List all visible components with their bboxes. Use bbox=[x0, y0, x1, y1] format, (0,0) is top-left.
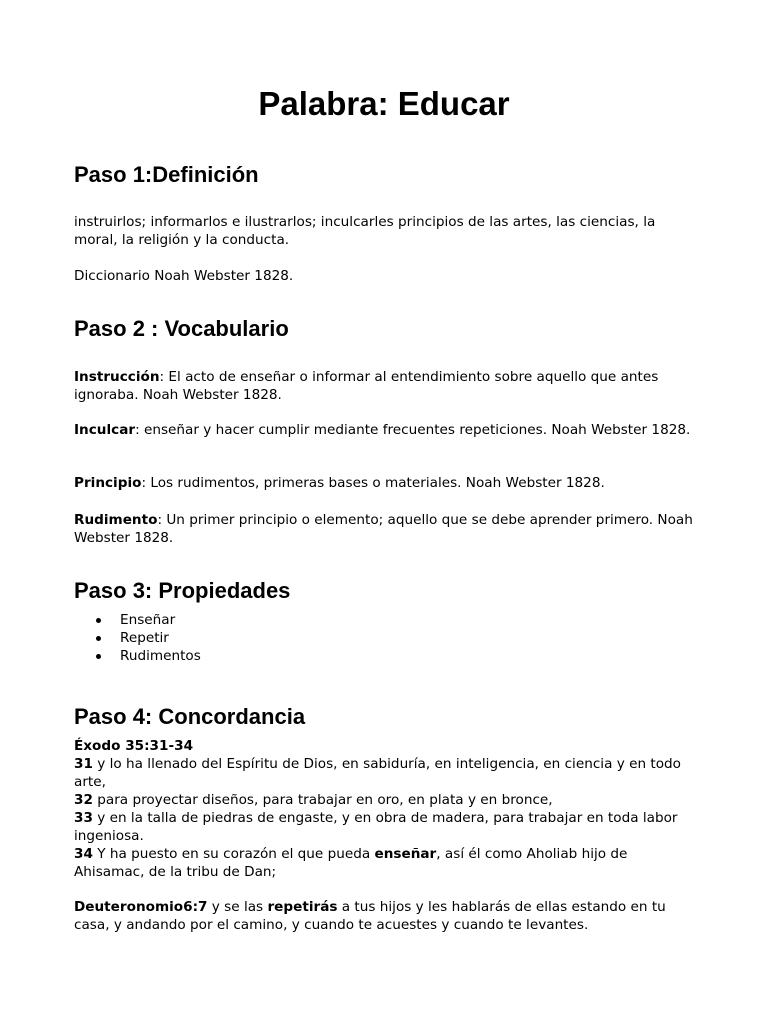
vocab-text: : Un primer principio o elemento; aquello que se debe aprender primero. Noah Webster 1828. bbox=[74, 512, 693, 546]
verse-text: , así él como Aholiab hijo de Ahisamac, de la tribu de Dan; bbox=[74, 846, 628, 880]
scripture-reference: Éxodo 35:31-34 bbox=[74, 738, 194, 754]
concordance-deuteronomio bbox=[74, 898, 699, 934]
verse-emphasis: enseñar bbox=[374, 846, 437, 862]
verse bbox=[74, 809, 699, 845]
vocab-text: : El acto de enseñar o informar al entendimiento sobre aquello que antes ignoraba. Noah Webster 1828. bbox=[74, 369, 659, 403]
verse-text: y en la talla de piedras de engaste, y en obra de madera, para trabajar en toda labor ingeniosa. bbox=[74, 810, 678, 844]
verse-text: Y ha puesto en su corazón el que pueda bbox=[92, 846, 375, 862]
list-item-label: Repetir bbox=[120, 630, 169, 646]
properties-list bbox=[74, 611, 201, 665]
bullet-icon bbox=[96, 654, 101, 659]
verse-number: 32 bbox=[74, 792, 93, 808]
vocab-entry-rudimento bbox=[74, 511, 699, 547]
list-item bbox=[74, 629, 201, 647]
list-item bbox=[74, 647, 201, 665]
paso2-heading: Paso 2 : Vocabulario bbox=[74, 316, 289, 341]
paso3-heading: Paso 3: Propiedades bbox=[74, 578, 291, 603]
list-item-label: Enseñar bbox=[120, 612, 176, 628]
vocab-text: : enseñar y hacer cumplir mediante frecuentes repeticiones. Noah Webster 1828. bbox=[135, 422, 691, 438]
paso4-heading: Paso 4: Concordancia bbox=[74, 704, 306, 729]
vocab-entry-inculcar bbox=[74, 421, 699, 439]
vocab-term: Instrucción bbox=[74, 369, 160, 385]
vocab-term: Inculcar bbox=[74, 422, 136, 438]
vocab-entry-instruccion bbox=[74, 368, 699, 404]
vocab-text: : Los rudimentos, primeras bases o materiales. Noah Webster 1828. bbox=[141, 475, 605, 491]
paso1-heading: Paso 1:Definición bbox=[74, 162, 259, 187]
vocab-entry-principio bbox=[74, 474, 699, 492]
verse-number: 34 bbox=[74, 846, 93, 862]
verse bbox=[74, 791, 699, 809]
verse-text: para proyectar diseños, para trabajar en oro, en plata y en bronce, bbox=[92, 792, 553, 808]
verse-text: a tus hijos y les hablarás de ellas estando en tu casa, y andando por el camino, y cuando te acuestes y cuando te levantes. bbox=[74, 899, 666, 933]
vocab-term: Rudimento bbox=[74, 512, 158, 528]
list-item-label: Rudimentos bbox=[120, 648, 201, 664]
verse-number: 31 bbox=[74, 756, 93, 772]
paso1-source: Diccionario Noah Webster 1828. bbox=[74, 268, 294, 284]
verse-text: y se las bbox=[207, 899, 268, 915]
scripture-reference: Deuteronomio6:7 bbox=[74, 899, 208, 915]
verse-text: y lo ha llenado del Espíritu de Dios, en sabiduría, en inteligencia, en ciencia y en todo arte, bbox=[74, 756, 681, 790]
paso1-definition: instruirlos; informarlos e ilustrarlos; inculcarles principios de las artes, las ciencias, la moral, la religión y la conducta. bbox=[74, 214, 656, 248]
verse-emphasis: repetirás bbox=[267, 899, 338, 915]
list-item bbox=[74, 611, 201, 629]
bullet-icon bbox=[96, 618, 101, 623]
page-title: Palabra: Educar bbox=[258, 85, 510, 122]
verse-number: 33 bbox=[74, 810, 93, 826]
verse bbox=[74, 755, 699, 791]
concordance-exodo bbox=[74, 737, 699, 881]
bullet-icon bbox=[96, 636, 101, 641]
verse bbox=[74, 845, 699, 881]
vocab-term: Principio bbox=[74, 475, 142, 491]
